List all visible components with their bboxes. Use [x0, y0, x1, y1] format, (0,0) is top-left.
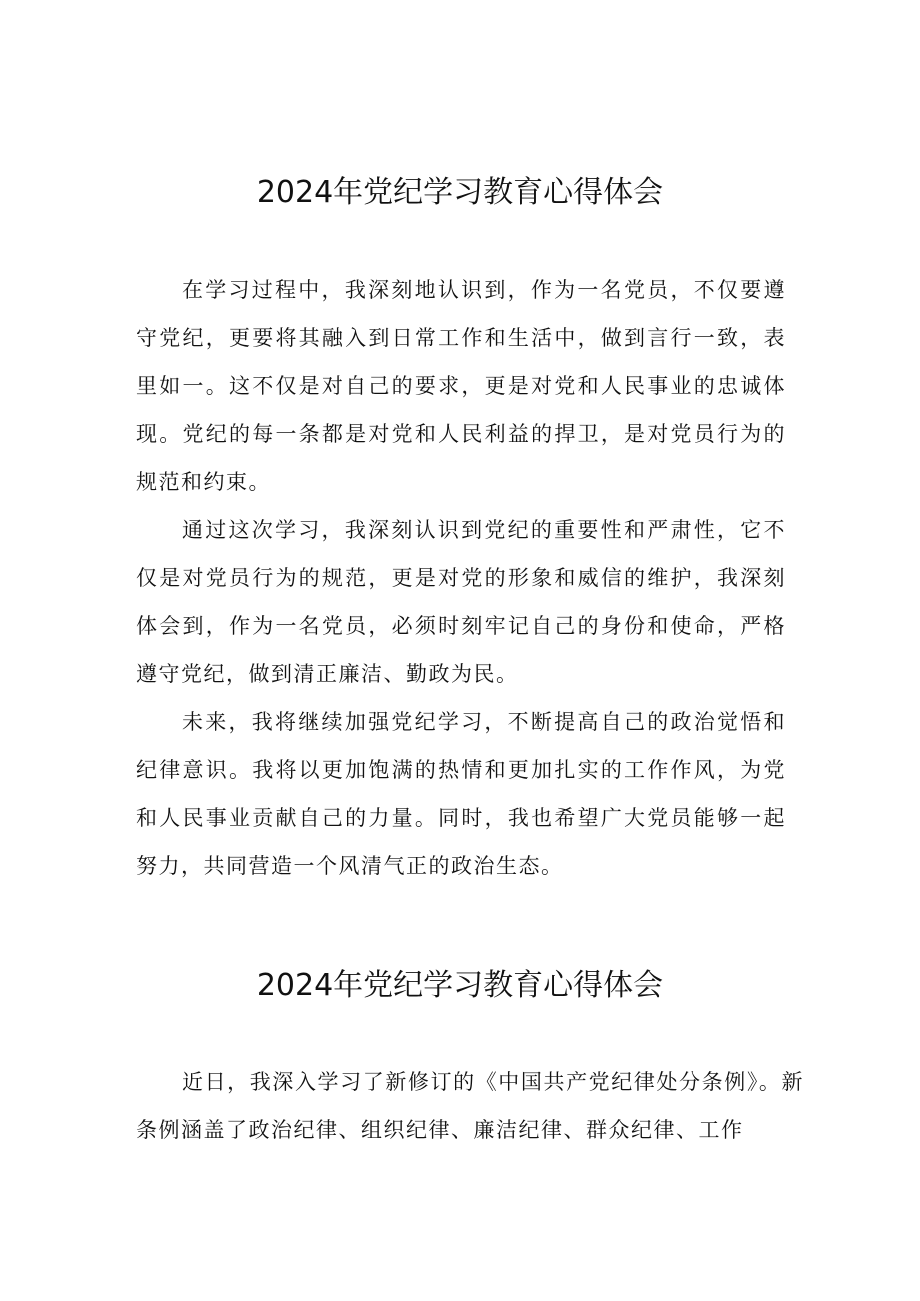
section-1-paragraph-2: 通过这次学习，我深刻认识到党纪的重要性和严肃性，它不仅是对党员行为的规范，更是对党的形象和威信的维护，我深刻体会到，作为一名党员，必须时刻牢记自己的身份和使命，严格遵守党纪，做到清正廉洁、勤政为民。	[136, 518, 786, 686]
section-2-paragraph-1: 近日，我深入学习了新修订的《中国共产党纪律处分条例》。新条例涵盖了政治纪律、组织纪律、廉洁纪律、群众纪律、工作	[136, 1070, 804, 1142]
section-2-title: 2024年党纪学习教育心得体会	[256, 968, 664, 1003]
section-1-paragraph-1: 在学习过程中，我深刻地认识到，作为一名党员，不仅要遵守党纪，更要将其融入到日常工作和生活中，做到言行一致，表里如一。这不仅是对自己的要求，更是对党和人民事业的忠诚体现。党纪的每一条都是对党和人民利益的捍卫，是对党员行为的规范和约束。	[136, 278, 786, 494]
section-1-title: 2024年党纪学习教育心得体会	[256, 175, 664, 210]
section-1-paragraph-3: 未来，我将继续加强党纪学习，不断提高自己的政治觉悟和纪律意识。我将以更加饱满的热情和更加扎实的工作作风，为党和人民事业贡献自己的力量。同时，我也希望广大党员能够一起努力，共同营造一个风清气正的政治生态。	[136, 710, 786, 878]
